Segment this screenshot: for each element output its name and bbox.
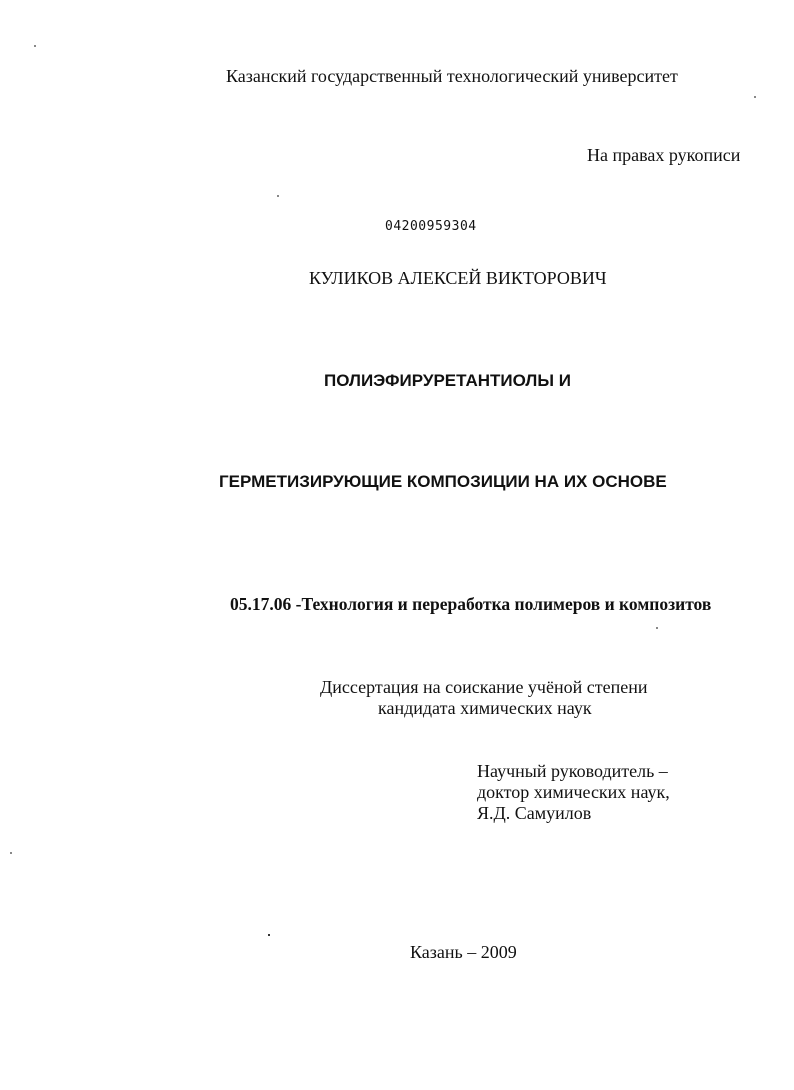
scan-speck xyxy=(656,627,658,629)
scan-speck xyxy=(10,852,12,854)
dissertation-line-1: Диссертация на соискание учёной степени xyxy=(320,677,648,697)
supervisor-line-3: Я.Д. Самуилов xyxy=(477,803,592,823)
scan-speck xyxy=(277,195,279,197)
scan-speck xyxy=(754,96,756,98)
university-name: Казанский государственный технологический университет xyxy=(226,66,678,86)
author-name: КУЛИКОВ АЛЕКСЕЙ ВИКТОРОВИЧ xyxy=(309,268,607,288)
title-line-2: ГЕРМЕТИЗИРУЮЩИЕ КОМПОЗИЦИИ НА ИХ ОСНОВЕ xyxy=(219,472,667,491)
place-year: Казань – 2009 xyxy=(410,942,517,962)
scan-speck xyxy=(268,934,270,936)
dissertation-line-2: кандидата химических наук xyxy=(378,698,592,718)
scan-speck xyxy=(34,45,36,47)
manuscript-rights-note: На правах рукописи xyxy=(587,145,741,165)
supervisor-line-1: Научный руководитель – xyxy=(477,761,668,781)
title-line-1: ПОЛИЭФИРУРЕТАНТИОЛЫ И xyxy=(324,371,571,390)
specialty-code: 05.17.06 -Технология и переработка полимеров и композитов xyxy=(230,594,712,614)
catalog-number: 04200959304 xyxy=(385,219,477,234)
supervisor-line-2: доктор химических наук, xyxy=(477,782,670,802)
